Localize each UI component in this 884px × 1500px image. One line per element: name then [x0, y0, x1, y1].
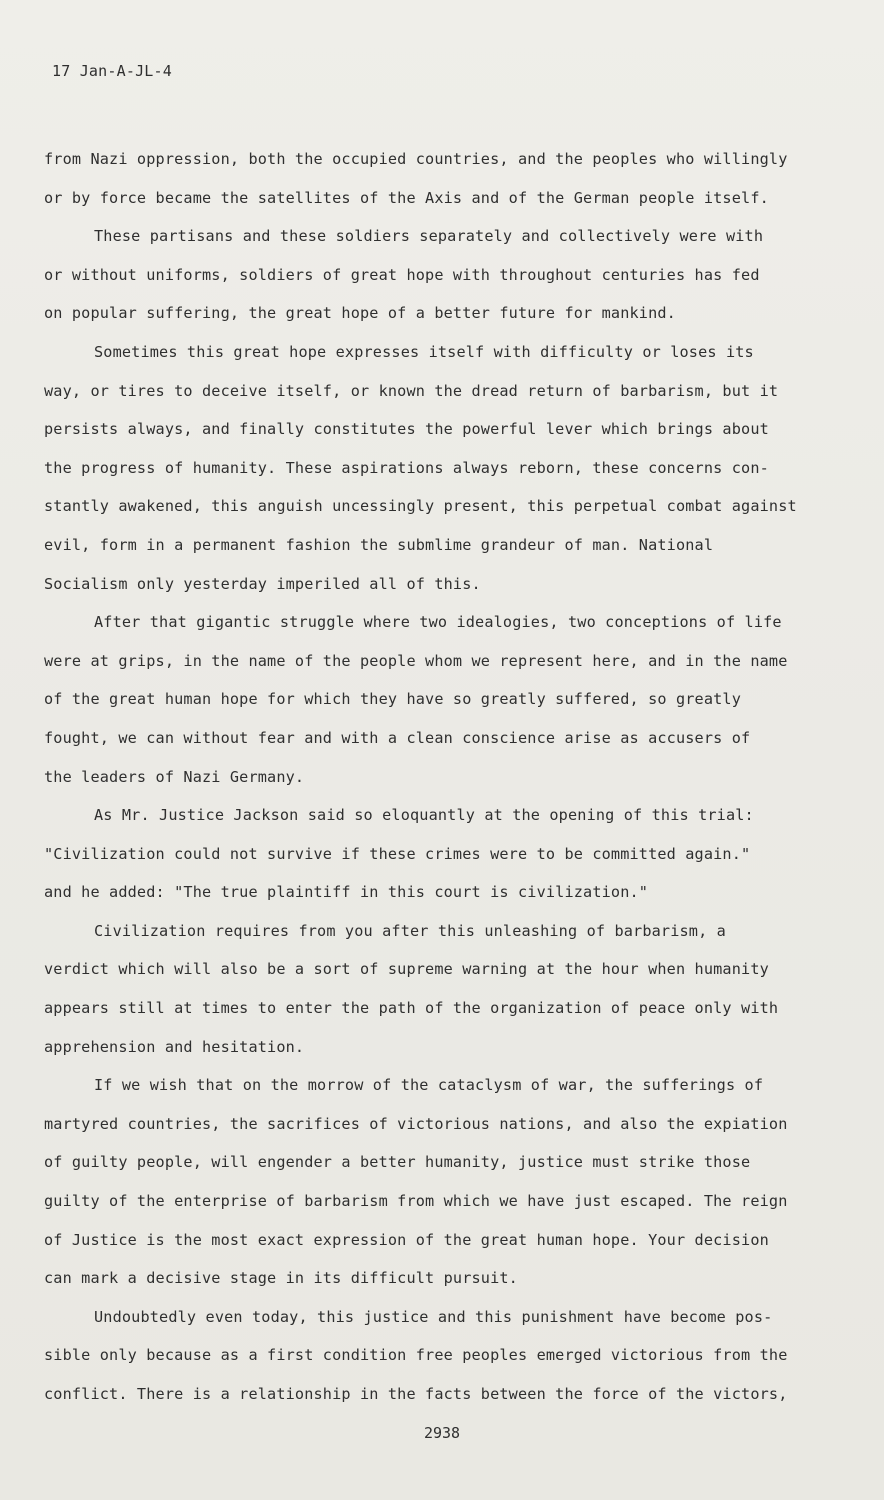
text-line: "Civilization could not survive if these crimes were to be committed again.": [44, 844, 751, 863]
text-line: the progress of humanity. These aspirations always reborn, these concerns con-: [44, 458, 769, 477]
text-line: apprehension and hesitation.: [44, 1037, 305, 1056]
text-line: sible only because as a first condition free peoples emerged victorious from the: [44, 1346, 788, 1365]
text-line: or by force became the satellites of the Axis and of the German people itself.: [44, 188, 769, 207]
text-line: Undoubtedly even today, this justice and this punishment have become pos-: [94, 1307, 773, 1326]
text-line: Civilization requires from you after this unleashing of barbarism, a: [94, 921, 726, 940]
text-line: If we wish that on the morrow of the cataclysm of war, the sufferings of: [94, 1076, 764, 1095]
paragraph: [44, 796, 844, 912]
text-line: martyred countries, the sacrifices of victorious nations, and also the expiation: [44, 1114, 788, 1133]
text-line: on popular suffering, the great hope of a better future for mankind.: [44, 304, 676, 323]
text-line: from Nazi oppression, both the occupied countries, and the peoples who willingly: [44, 150, 788, 168]
text-line: appears still at times to enter the path of the organization of peace only with: [44, 999, 779, 1018]
text-line: were at grips, in the name of the people whom we represent here, and in the name: [44, 651, 788, 670]
page-number: 2938: [423, 1424, 461, 1442]
text-line: guilty of the enterprise of barbarism from which we have just escaped. The reign: [44, 1192, 788, 1211]
text-line: evil, form in a permanent fashion the submlime grandeur of man. National: [44, 535, 714, 554]
text-line: the leaders of Nazi Germany.: [44, 767, 305, 786]
text-line: persists always, and finally constitutes the powerful lever which brings about: [44, 420, 769, 439]
document-reference: 17 Jan-A-JL-4: [52, 62, 172, 80]
text-line: fought, we can without fear and with a clean conscience arise as accusers of: [44, 728, 751, 747]
text-line: way, or tires to deceive itself, or known the dread return of barbarism, but it: [44, 381, 779, 400]
text-line: verdict which will also be a sort of supreme warning at the hour when humanity: [44, 960, 769, 979]
text-line: of the great human hope for which they have so greatly suffered, so greatly: [44, 690, 742, 709]
text-line: or without uniforms, soldiers of great hope with throughout centuries has fed: [44, 265, 760, 284]
text-line: After that gigantic struggle where two idealogies, two conceptions of life: [94, 613, 782, 632]
text-line: As Mr. Justice Jackson said so eloquantly at the opening of this trial:: [94, 806, 754, 825]
text-line: Socialism only yesterday imperiled all of this.: [44, 574, 481, 593]
paragraph: [44, 217, 844, 333]
text-line: stantly awakened, this anguish uncessingly present, this perpetual combat against: [44, 497, 797, 516]
text-line: and he added: "The true plaintiff in this court is civilization.": [44, 883, 649, 902]
text-line: of guilty people, will engender a better humanity, justice must strike those: [44, 1153, 751, 1172]
paragraph: [44, 912, 844, 1066]
text-line: can mark a decisive stage in its difficult pursuit.: [44, 1269, 518, 1288]
document-body: [44, 140, 844, 1414]
text-line: of Justice is the most exact expression of the great human hope. Your decision: [44, 1230, 769, 1249]
text-line: Sometimes this great hope expresses itself with difficulty or loses its: [94, 342, 754, 361]
text-line: conflict. There is a relationship in the facts between the force of the victors,: [44, 1385, 788, 1403]
text-line: These partisans and these soldiers separately and collectively were with: [94, 227, 764, 246]
paragraph: [44, 1066, 844, 1298]
paragraph: [44, 1298, 844, 1414]
paragraph: [44, 603, 844, 796]
paragraph: [44, 333, 844, 603]
paragraph: [44, 140, 844, 217]
